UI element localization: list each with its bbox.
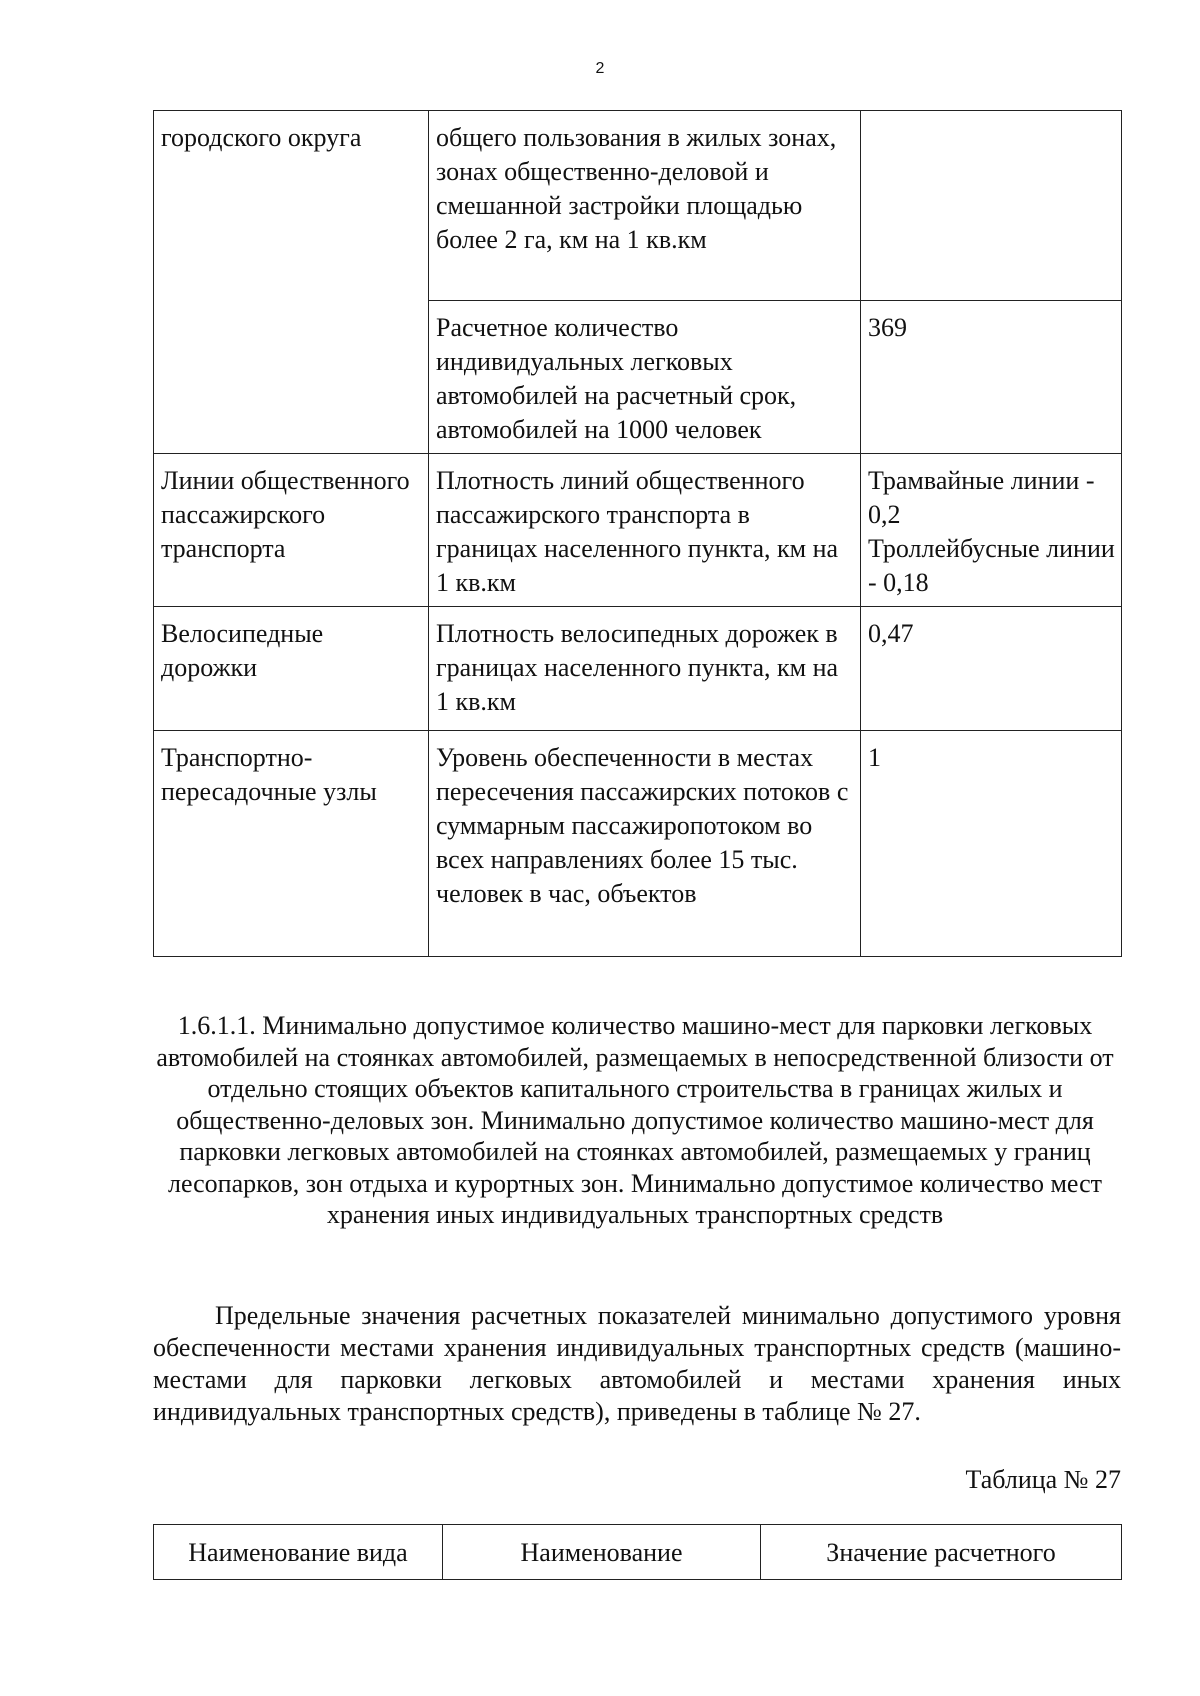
table-cell-value (861, 607, 1122, 731)
table-cell-indicator (429, 301, 861, 454)
table-header-row (154, 1525, 1122, 1580)
paragraph-text: Предельные значения расчетных показателей минимально допустимого уровня обеспеченности местами хранения индивидуальных транспортных средств (машино-местами для парковки легковых автомобилей и местами хранения иных индивидуальных транспортных средств), приведены в таблице № 27. (153, 1301, 1121, 1426)
cell-text: Троллейбусные линии - 0,18 (868, 534, 1115, 597)
cell-text: Линии общественного пассажирского транспорта (161, 466, 410, 563)
table-cell-object-type (154, 111, 429, 454)
cell-text: 369 (868, 313, 907, 342)
cell-text: Плотность линий общественного пассажирского транспорта в границах населенного пункта, км на 1 кв.км (436, 466, 839, 597)
body-paragraph (153, 1300, 1121, 1428)
header-text: Значение расчетного (826, 1538, 1056, 1567)
table-header-cell (154, 1525, 443, 1580)
table-cell-indicator (429, 111, 861, 301)
cell-text: 1 (868, 743, 881, 772)
table-row (154, 454, 1122, 607)
table-row (154, 111, 1122, 301)
cell-text: Расчетное количество индивидуальных легковых автомобилей на расчетный срок, автомобилей на 1000 человек (436, 313, 797, 444)
table-cell-indicator (429, 454, 861, 607)
table-cell-indicator (429, 731, 861, 957)
cell-text: общего пользования в жилых зонах, зонах общественно-деловой и смешанной застройки площадью более 2 га, км на 1 кв.км (436, 123, 837, 254)
table-row (154, 731, 1122, 957)
table-cell-indicator (429, 607, 861, 731)
header-text: Наименование вида (188, 1538, 408, 1567)
section-heading: 1.6.1.1. Минимально допустимое количество машино-мест для парковки легковых автомобилей на стоянках автомобилей, размещаемых в непосредственной близости от отдельно стоящих объектов капитального строительства в границах жилых и общественно-деловых зон. Минимально допустимое количество машино-мест для парковки легковых автомобилей на стоянках автомобилей, размещаемых у границ лесопарков, зон отдыха и курортных зон. Минимально допустимое количество мест хранения иных индивидуальных транспортных средств (156, 1011, 1114, 1229)
table-cell-value (861, 454, 1122, 607)
table-cell-value (861, 111, 1122, 301)
table-caption: Таблица № 27 (965, 1465, 1121, 1494)
table-cell-object-type (154, 731, 429, 957)
table-cell-value (861, 301, 1122, 454)
cell-text: Трамвайные линии - 0,2 (868, 466, 1095, 529)
cell-text: городского округа (161, 123, 362, 152)
page-number: 2 (595, 60, 605, 77)
table-27 (153, 1524, 1122, 1580)
cell-text: Плотность велосипедных дорожек в границах населенного пункта, км на 1 кв.км (436, 619, 839, 716)
header-text: Наименование (520, 1538, 683, 1567)
table-cell-value (861, 731, 1122, 957)
cell-text: Транспортно-пересадочные узлы (161, 743, 377, 806)
cell-text: Уровень обеспеченности в местах пересечения пассажирских потоков с суммарным пассажиропотоком во всех направлениях более 15 тыс. человек в час, объектов (436, 743, 849, 908)
table-header-cell (761, 1525, 1122, 1580)
cell-text: 0,47 (868, 619, 914, 648)
indicators-table-continued (153, 110, 1122, 957)
cell-text: Велосипедные дорожки (161, 619, 324, 682)
table-cell-object-type (154, 607, 429, 731)
table-cell-object-type (154, 454, 429, 607)
table-row (154, 607, 1122, 731)
table-header-cell (443, 1525, 761, 1580)
